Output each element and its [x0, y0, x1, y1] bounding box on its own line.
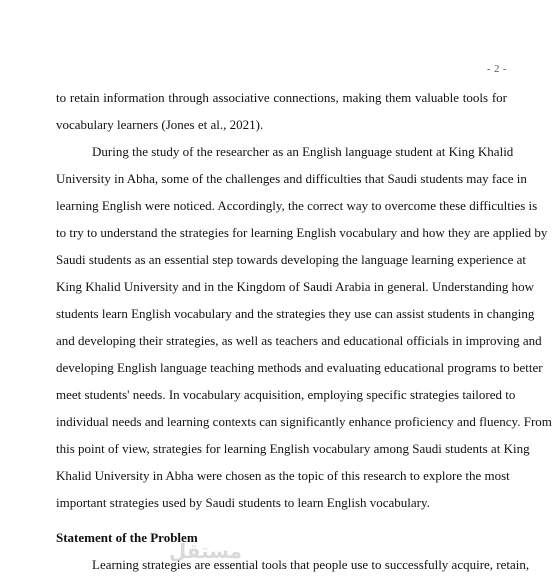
paragraph-2-line-10: meet students' needs. In vocabulary acquisition, employing specific strategies tailored to [56, 387, 516, 402]
paragraph-2-line-9: developing English language teaching methods and evaluating educational programs to better [56, 360, 543, 375]
paragraph-3-line-1: Learning strategies are essential tools that people use to successfully acquire, retain, [92, 557, 530, 572]
paragraph-2-line-13: Khalid University in Abha were chosen as the topic of this research to explore the most [56, 468, 510, 483]
paragraph-2-line-12: this point of view, strategies for learning English vocabulary among Saudi students at King [56, 441, 530, 456]
paragraph-2-line-7: students learn English vocabulary and the strategies they use can assist students in changing [56, 306, 535, 321]
svg-text:مستقل: مستقل [168, 539, 242, 563]
paragraph-2-line-3: learning English were noticed. Accordingly, the correct way to overcome these difficulties is [56, 198, 538, 213]
paragraph-1-line-1: to retain information through associative connections, making them valuable tools for [56, 90, 507, 105]
paragraph-2-line-5: Saudi students as an essential step towards developing the language learning experience at [56, 252, 527, 267]
paragraph-2-line-14: important strategies used by Saudi students to learn English vocabulary. [56, 495, 430, 510]
paragraph-1-line-2: vocabulary learners (Jones et al., 2021). [56, 117, 264, 132]
paragraph-2-line-4: to try to understand the strategies for learning English vocabulary and how they are applied by [56, 225, 548, 240]
paragraph-2-line-8: and developing their strategies, as well as teachers and educational officials in improving and [56, 333, 542, 348]
section-heading: Statement of the Problem [56, 530, 198, 545]
paragraph-2-line-11: individual needs and learning contexts can significantly enhance proficiency and fluency. From [56, 414, 552, 429]
paragraph-2-line-2: University in Abha, some of the challenges and difficulties that Saudi students may face in [56, 171, 527, 186]
page-number: - 2 - [487, 64, 507, 75]
paragraph-2-line-1: During the study of the researcher as an English language student at King Khalid [92, 144, 514, 159]
paragraph-2-line-6: King Khalid University and in the Kingdom of Saudi Arabia in general. Understanding how [56, 279, 535, 294]
